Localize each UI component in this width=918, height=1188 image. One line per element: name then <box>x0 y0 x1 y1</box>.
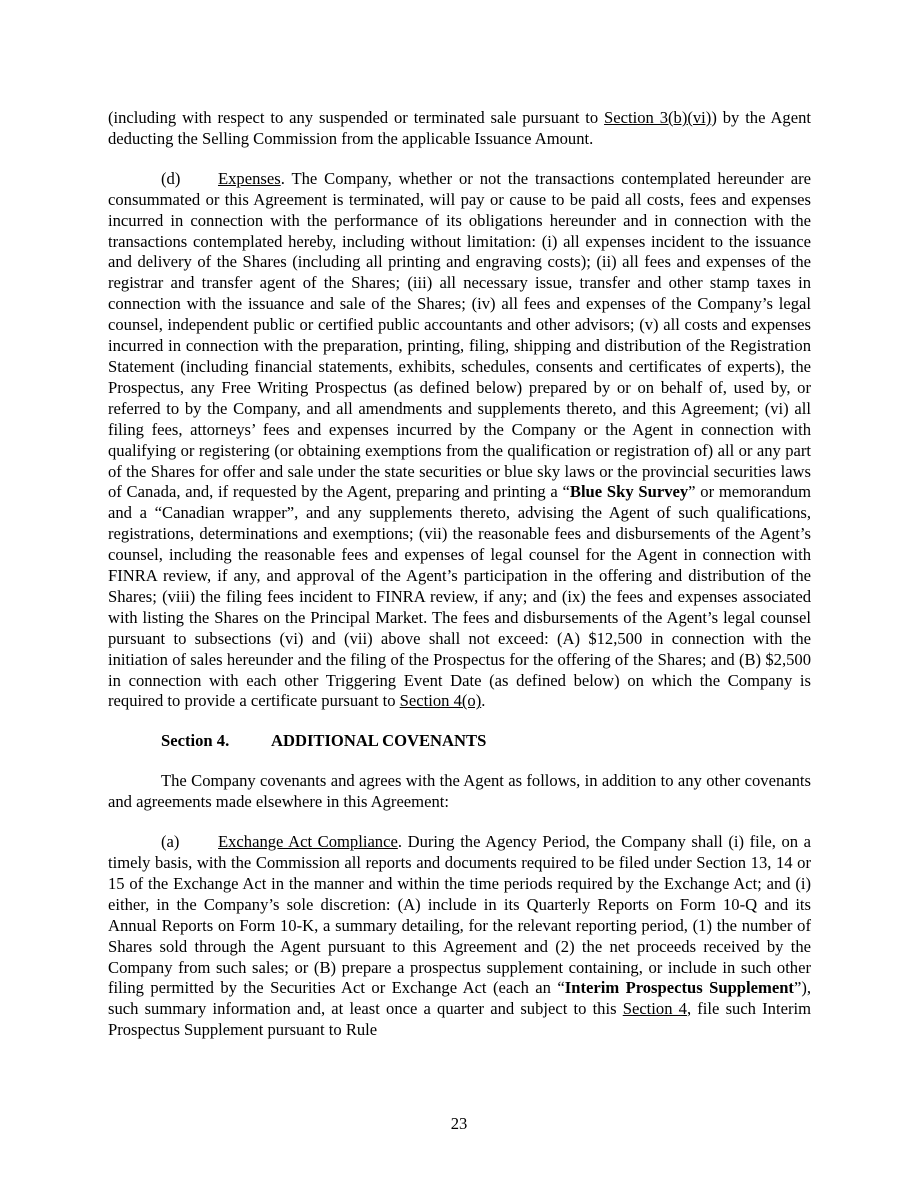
paragraph-text: . The Company, whether or not the transactions contemplated hereunder are consummated or this Agreement is terminated, will pay or cause to be paid all costs, fees and expenses incurred in connection with the performance of its obligations hereunder and in connection with the transactions contemplated hereby, including without limitation: (i) all expenses incident to the issuance and delivery of the Shares (including all printing and engraving costs); (ii) all fees and expenses of the registrar and transfer agent of the Shares; (iii) all necessary issue, transfer and other stamp taxes in connection with the issuance and sale of the Shares; (iv) all fees and expenses of the Company’s legal counsel, independent public or certified public accountants and other advisors; (v) all costs and expenses incurred in connection with the preparation, printing, filing, shipping and distribution of the Registration Statement (including financial statements, exhibits, schedules, consents and certificates of experts), the Prospectus, any Free Writing Prospectus (as defined below) prepared by or on behalf of, used by, or referred to by the Company, and all amendments and supplements thereto, and this Agreement; (vi) all filing fees, attorneys’ fees and expenses incurred by the Company or the Agent in connection with qualifying or registering (or obtaining exemptions from the qualification or registration of) all or any part of the Shares for offer and sale under the state securities or blue sky laws or the provincial securities laws of Canada, and, if requested by the Agent, preparing and printing a “ <box>108 168 811 502</box>
section-reference: Section 4 <box>622 999 687 1019</box>
paragraph-text: . <box>481 691 486 711</box>
paragraph-d-expenses <box>108 169 811 713</box>
paragraph-label: (d) <box>161 168 181 188</box>
section-title: ADDITIONAL COVENANTS <box>271 731 487 751</box>
defined-term: Interim Prospectus Supplement <box>564 978 794 998</box>
paragraph-text: , file such Interim Prospectus Supplement pursuant to Rule <box>108 999 811 1040</box>
paragraph-text: ) by the Agent deducting the Selling Commission from the applicable Issuance Amount. <box>108 108 811 148</box>
paragraph-text: ”), such summary information and, at least once a quarter and subject to this <box>108 978 811 1019</box>
section-number: Section 4. <box>161 731 230 751</box>
paragraph-a-exchange-act <box>108 832 811 1041</box>
section-intro-paragraph: The Company covenants and agrees with the Agent as follows, in addition to any other covenants and agreements made elsewhere in this Agreement: <box>108 771 811 812</box>
paragraph-text: (including with respect to any suspended or terminated sale pursuant to <box>108 108 605 127</box>
paragraph-text: . During the Agency Period, the Company shall (i) file, on a timely basis, with the Commission all reports and documents required to be filed under Section 13, 14 or 15 of the Exchange Act in the manner and within the time periods required by the Exchange Act; and (i) either, in the Company’s sole discretion: (A) include in its Quarterly Reports on Form 10-Q and its Annual Reports on Form 10-K, a summary detailing, for the relevant reporting period, (1) the number of Shares sold through the Agent pursuant to this Agreement and (2) the net proceeds received by the Company from such sales; or (B) prepare a prospectus supplement containing, or include in such other filing permitted by the Securities Act or Exchange Act (each an “ <box>108 832 811 998</box>
paragraph-text: ” or memorandum and a “Canadian wrapper”, and any supplements thereto, advising the Agent of such qualifications, registrations, determinations and exemptions; (vii) the reasonable fees and disbursements of the Agent’s counsel, including the reasonable fees and expenses of legal counsel for the Agent in connection with FINRA review, if any, and approval of the Agent’s participation in the offering and distribution of the Shares; (viii) the filing fees incident to FINRA review, if any; and (ix) the fees and expenses associated with listing the Shares on the Principal Market. The fees and disbursements of the Agent’s legal counsel pursuant to subsections (vi) and (vii) above shall not exceed: (A) $12,500 in connection with the initiation of sales hereunder and the filing of the Prospectus for the offering of the Shares; and (B) $2,500 in connection with each other Triggering Event Date (as defined below) on which the Company is required to provide a certificate pursuant to <box>108 482 812 711</box>
document-page <box>108 108 811 1041</box>
section-reference: Section 4(o) <box>399 691 482 711</box>
paragraph-heading: Expenses <box>218 168 281 188</box>
paragraph-label: (a) <box>161 832 180 852</box>
section-reference: Section 3(b)(vi) <box>604 108 712 127</box>
defined-term: Blue Sky Survey <box>569 482 689 502</box>
paragraph-heading: Exchange Act Compliance <box>218 832 398 852</box>
section-heading <box>108 731 811 752</box>
page-number: 23 <box>450 1114 468 1133</box>
continuation-paragraph <box>108 108 811 150</box>
